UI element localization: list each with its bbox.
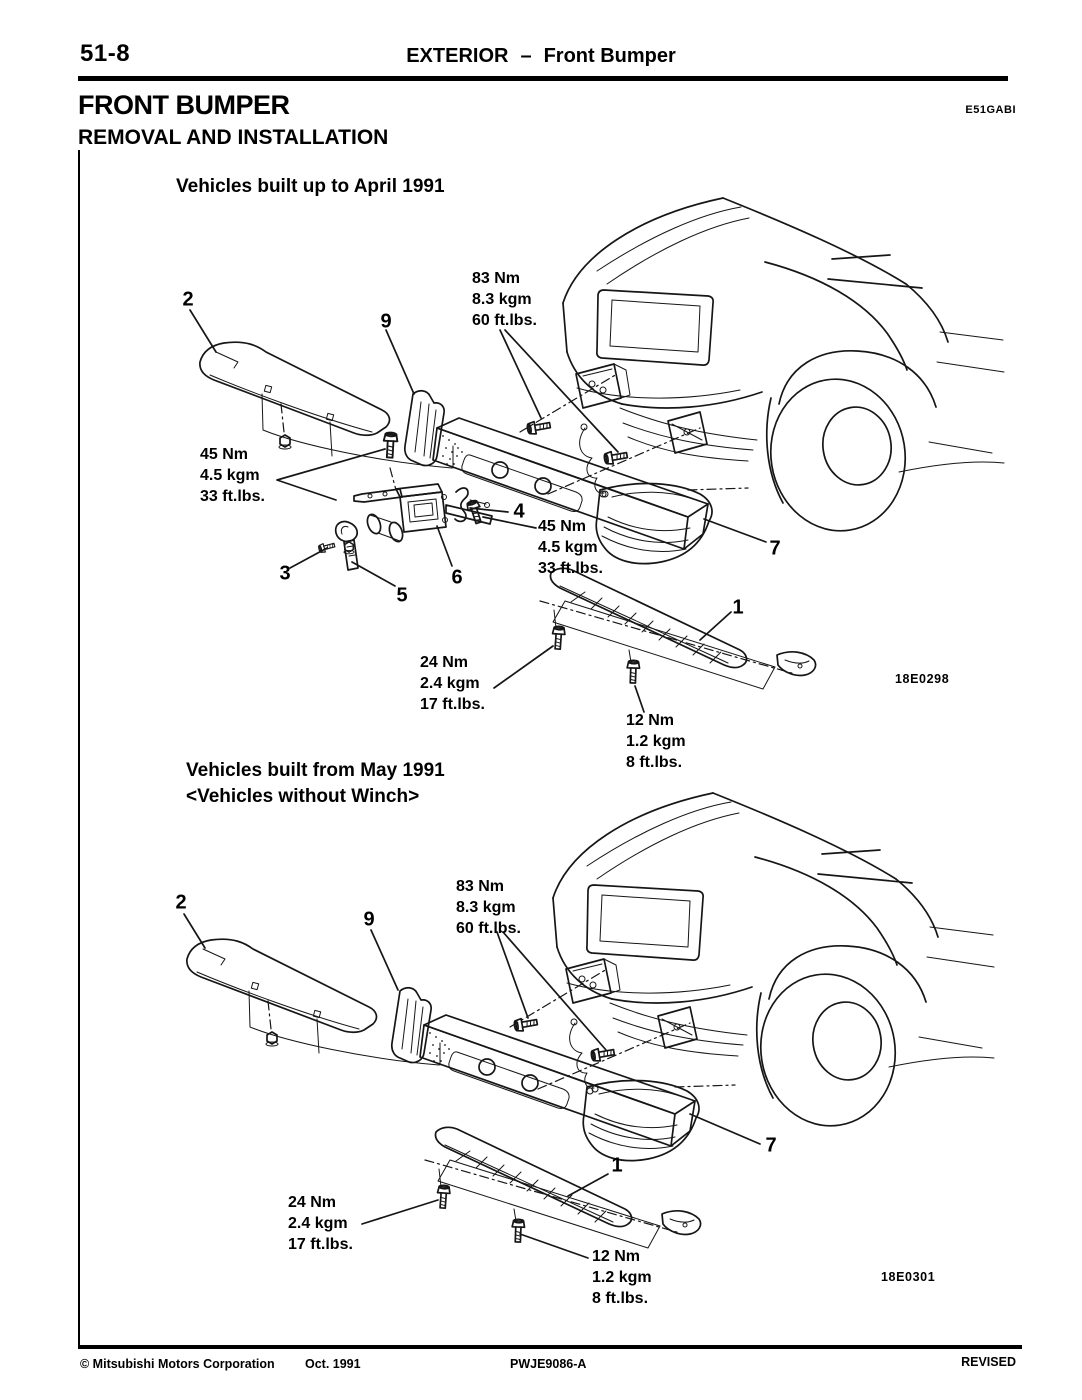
torque-line: 17 ft.lbs.: [288, 1236, 353, 1253]
figure1-code: 18E0298: [895, 672, 950, 686]
figure2-heading-line2: <Vehicles without Winch>: [186, 786, 420, 807]
torque-line: 8.3 kgm: [456, 899, 516, 916]
footer-copyright: © Mitsubishi Motors Corporation: [80, 1357, 275, 1371]
figure1-art: [190, 198, 1004, 712]
footer-rule: [78, 1345, 1022, 1349]
part-label-1: 1: [611, 1154, 623, 1177]
page-title: FRONT BUMPER: [78, 90, 290, 120]
torque-line: 24 Nm: [420, 654, 469, 671]
header-separator: –: [520, 45, 532, 67]
figure2-heading-line1: Vehicles built from May 1991: [186, 760, 445, 781]
torque-line: 4.5 kgm: [200, 467, 260, 484]
torque-line: 2.4 kgm: [420, 675, 480, 692]
footer-date: Oct. 1991: [305, 1357, 361, 1371]
torque-line: 83 Nm: [472, 270, 521, 287]
torque-line: 1.2 kgm: [626, 733, 686, 750]
torque-callout-12nm: [626, 710, 686, 773]
figure2-heading: [186, 758, 445, 810]
part-label-7: 7: [765, 1134, 777, 1157]
torque-line: 60 ft.lbs.: [472, 312, 537, 329]
page-subtitle: REMOVAL AND INSTALLATION: [78, 126, 389, 149]
torque-line: 2.4 kgm: [288, 1215, 348, 1232]
torque-line: 12 Nm: [626, 712, 675, 729]
torque-line: 4.5 kgm: [538, 539, 598, 556]
torque-callout-45nm-right: [538, 516, 603, 579]
part-label-2: 2: [175, 891, 187, 914]
page-number: 51-8: [80, 40, 131, 67]
torque-line: 83 Nm: [456, 878, 505, 895]
section-code: E51GABI: [965, 104, 1016, 116]
running-header: [0, 45, 1082, 68]
torque-line: 17 ft.lbs.: [420, 696, 485, 713]
part-label-6: 6: [451, 566, 463, 589]
torque-line: 60 ft.lbs.: [456, 920, 521, 937]
part-label-5: 5: [396, 584, 408, 607]
footer-doc-code: PWJE9086-A: [510, 1357, 587, 1371]
footer-revised-stamp: REVISED: [961, 1355, 1016, 1369]
torque-callout-12nm: [592, 1246, 652, 1309]
torque-line: 12 Nm: [592, 1248, 641, 1265]
header-subsection: Front Bumper: [543, 45, 676, 67]
header-section: EXTERIOR: [406, 45, 509, 67]
part-label-7: 7: [769, 537, 781, 560]
torque-callout-45nm-left: [200, 444, 265, 507]
torque-line: 8 ft.lbs.: [592, 1290, 649, 1307]
part-label-1: 1: [732, 596, 744, 619]
part-label-9: 9: [363, 908, 375, 931]
torque-line: 33 ft.lbs.: [200, 488, 265, 505]
figure2-code: 18E0301: [881, 1270, 936, 1284]
torque-line: 8.3 kgm: [472, 291, 532, 308]
part-label-4: 4: [513, 500, 525, 523]
torque-callout-83nm: [472, 268, 537, 331]
header-rule: [78, 76, 1008, 81]
torque-callout-24nm: [288, 1192, 353, 1255]
figure1-heading: Vehicles built up to April 1991: [176, 176, 445, 197]
torque-callout-83nm: [456, 876, 521, 939]
torque-line: 24 Nm: [288, 1194, 337, 1211]
figure2-art: [184, 793, 994, 1258]
torque-callout-24nm: [420, 652, 485, 715]
torque-line: 45 Nm: [200, 446, 249, 463]
part-label-9: 9: [380, 310, 392, 333]
torque-line: 45 Nm: [538, 518, 587, 535]
torque-line: 8 ft.lbs.: [626, 754, 683, 771]
torque-line: 33 ft.lbs.: [538, 560, 603, 577]
left-border-line: [78, 150, 80, 1346]
part-label-2: 2: [182, 288, 194, 311]
torque-line: 1.2 kgm: [592, 1269, 652, 1286]
part-label-3: 3: [279, 562, 291, 585]
